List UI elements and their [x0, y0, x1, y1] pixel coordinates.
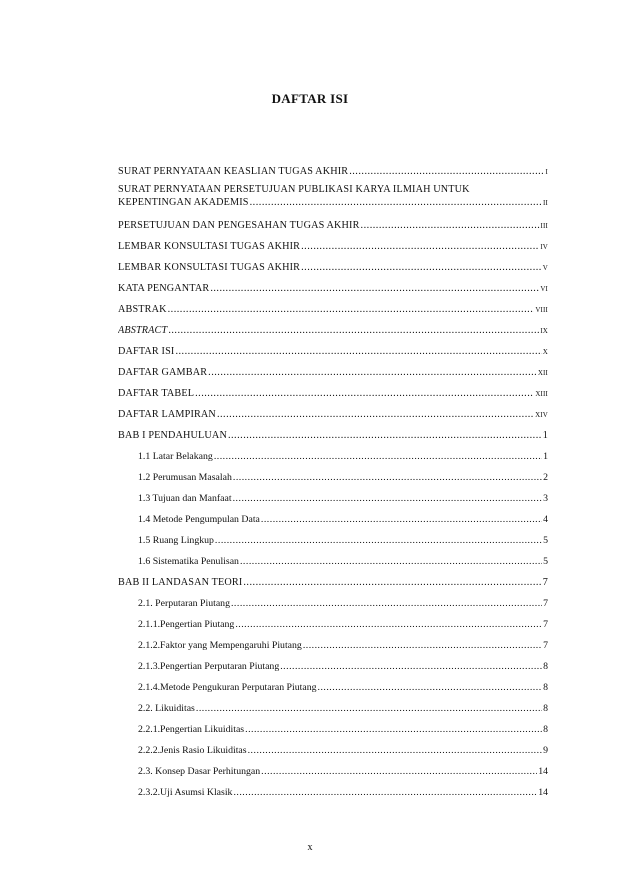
toc-entry[interactable]	[118, 694, 548, 715]
toc-leader-dots	[243, 577, 541, 589]
toc-entry-label: Pengertian Perputaran Piutang	[160, 661, 280, 672]
toc-entry-page: 7	[543, 598, 548, 609]
toc-entry[interactable]	[118, 157, 548, 178]
page-title: DAFTAR ISI	[271, 91, 349, 106]
toc-entry[interactable]	[118, 295, 548, 316]
toc-entry-label: Uji Asumsi Klasik	[160, 787, 233, 798]
toc-entry-label: Jenis Rasio Likuiditas	[160, 745, 247, 756]
toc-entry[interactable]	[118, 400, 548, 421]
toc-entry-label: 1.6 Sistematika Penulisan	[138, 556, 239, 567]
toc-entry-page: xii	[537, 367, 548, 378]
toc-entry-page: viii	[535, 304, 548, 315]
toc-entry[interactable]	[118, 736, 548, 757]
toc-entry[interactable]	[118, 184, 548, 211]
toc-entry-label: SURAT PERNYATAAN PERSETUJUAN PUBLIKASI KARYA ILMIAH UNTUK	[118, 184, 470, 195]
toc-leader-dots	[217, 409, 534, 421]
toc-entry-page: iv	[540, 241, 548, 252]
toc-leader-dots	[301, 262, 542, 274]
toc-entry-label: BAB II LANDASAN TEORI	[118, 577, 243, 588]
toc-entry[interactable]	[118, 547, 548, 568]
toc-entry-label: 1.1 Latar Belakang	[138, 451, 213, 462]
toc-leader-dots	[261, 766, 537, 778]
toc-entry-page: 7	[543, 619, 548, 630]
toc-leader-dots	[233, 472, 542, 484]
toc-entry[interactable]	[118, 232, 548, 253]
toc-entry-page: 14	[538, 787, 548, 798]
toc-entry-label: Faktor yang Mempengaruhi Piutang	[160, 640, 302, 651]
toc-entry-label: DAFTAR TABEL	[118, 388, 195, 399]
toc-entry-label: PERSETUJUAN DAN PENGESAHAN TUGAS AKHIR	[118, 220, 360, 231]
toc-entry-label: KEPENTINGAN AKADEMIS	[118, 197, 249, 208]
footer-page-number: x	[307, 842, 313, 853]
toc-leader-dots	[168, 325, 539, 337]
toc-leader-dots	[195, 388, 534, 400]
toc-entry-number: 2.1.3.	[138, 661, 161, 672]
toc-entry-label: 2.3. Konsep Dasar Perhitungan	[138, 766, 261, 777]
toc-entry[interactable]	[118, 568, 548, 589]
toc-leader-dots	[210, 283, 539, 295]
toc-entry[interactable]	[118, 589, 548, 610]
toc-entry-page: 4	[543, 514, 548, 525]
toc-entry-page: v	[542, 262, 548, 273]
toc-leader-dots	[240, 556, 542, 568]
toc-entry-number: 2.1.4.	[138, 682, 161, 693]
toc-entry-page: vi	[540, 283, 548, 294]
toc-leader-dots	[208, 367, 537, 379]
toc-leader-dots	[361, 220, 540, 232]
toc-leader-dots	[248, 745, 543, 757]
toc-entry[interactable]	[118, 484, 548, 505]
toc-entry-page: 8	[543, 724, 548, 735]
toc-entry[interactable]	[118, 610, 548, 631]
toc-entry[interactable]	[118, 274, 548, 295]
toc-entry-page: 5	[543, 556, 548, 567]
toc-entry-page: iii	[540, 220, 548, 231]
toc-entry-page: 8	[543, 661, 548, 672]
toc-entry-page: 7	[542, 577, 548, 588]
toc-entry-label: Metode Pengukuran Perputaran Piutang	[160, 682, 317, 693]
toc-leader-dots	[233, 493, 542, 505]
toc-entry-page: xiv	[535, 409, 548, 420]
toc-entry-page: 5	[543, 535, 548, 546]
toc-entry-page: ix	[540, 325, 548, 336]
toc-leader-dots	[318, 682, 543, 694]
toc-leader-dots	[215, 535, 542, 547]
toc-leader-dots	[196, 703, 542, 715]
toc-entry[interactable]	[118, 778, 548, 799]
toc-entry-page: 1	[543, 451, 548, 462]
toc-leader-dots	[233, 787, 537, 799]
toc-entry[interactable]	[118, 253, 548, 274]
toc-entry-label: Pengertian Piutang	[160, 619, 235, 630]
toc-entry[interactable]	[118, 505, 548, 526]
toc-entry-label: 2.2. Likuiditas	[138, 703, 195, 714]
toc-leader-dots	[250, 197, 542, 209]
toc-leader-dots	[235, 619, 542, 631]
toc-entry-number: 2.2.1.	[138, 724, 161, 735]
toc-entry-label: 1.3 Tujuan dan Manfaat	[138, 493, 232, 504]
toc-entry-label: ABSTRACT	[118, 325, 168, 336]
toc-entry-number: 2.3.2.	[138, 787, 161, 798]
toc-entry-label: DAFTAR ISI	[118, 346, 175, 357]
toc-entry-label: 2.1. Perputaran Piutang	[138, 598, 230, 609]
toc-entry-page: 8	[543, 682, 548, 693]
toc-entry-number: 2.2.2.	[138, 745, 161, 756]
toc-entry[interactable]	[118, 316, 548, 337]
toc-entry-label: LEMBAR KONSULTASI TUGAS AKHIR	[118, 241, 301, 252]
toc-leader-dots	[303, 640, 542, 652]
toc-entry[interactable]	[118, 211, 548, 232]
toc-entry[interactable]	[118, 631, 548, 652]
toc-entry-page: 9	[543, 745, 548, 756]
toc-entry-label: 1.2 Perumusan Masalah	[138, 472, 232, 483]
toc-entry-label: Pengertian Likuiditas	[160, 724, 245, 735]
toc-entry-label: DAFTAR LAMPIRAN	[118, 409, 216, 420]
toc-entry-page: 2	[543, 472, 548, 483]
toc-entry[interactable]	[118, 337, 548, 358]
toc-leader-dots	[349, 166, 544, 178]
toc-leader-dots	[280, 661, 542, 673]
toc-entry-label: LEMBAR KONSULTASI TUGAS AKHIR	[118, 262, 301, 273]
toc-entry[interactable]	[118, 715, 548, 736]
toc-entry[interactable]	[118, 526, 548, 547]
toc-entry-page: i	[545, 166, 548, 177]
toc-entry[interactable]	[118, 442, 548, 463]
toc-entry-page: ii	[543, 197, 548, 208]
toc-entry-label: 1.5 Ruang Lingkup	[138, 535, 214, 546]
toc-entry-number: 2.1.1.	[138, 619, 161, 630]
toc-leader-dots	[228, 430, 542, 442]
toc-entry[interactable]	[118, 463, 548, 484]
toc-entry-page: 7	[543, 640, 548, 651]
toc-entry-page: 8	[543, 703, 548, 714]
toc-entry-label: BAB I PENDAHULUAN	[118, 430, 227, 441]
toc-entry-page: x	[542, 346, 548, 357]
toc-entry-label: KATA PENGANTAR	[118, 283, 210, 294]
toc-entry[interactable]	[118, 652, 548, 673]
toc-leader-dots	[175, 346, 541, 358]
table-of-contents	[118, 157, 548, 799]
toc-entry[interactable]	[118, 421, 548, 442]
toc-leader-dots	[168, 304, 535, 316]
toc-entry-page: 14	[538, 766, 548, 777]
toc-leader-dots	[245, 724, 542, 736]
toc-entry-number: 2.1.2.	[138, 640, 161, 651]
toc-entry-page: 1	[542, 430, 548, 441]
toc-leader-dots	[261, 514, 542, 526]
toc-entry-label: ABSTRAK	[118, 304, 167, 315]
toc-leader-dots	[214, 451, 542, 463]
toc-entry-page: xiii	[535, 388, 548, 399]
toc-entry[interactable]	[118, 358, 548, 379]
toc-entry-page: 3	[543, 493, 548, 504]
toc-entry[interactable]	[118, 757, 548, 778]
toc-leader-dots	[231, 598, 542, 610]
toc-entry-label: SURAT PERNYATAAN KEASLIAN TUGAS AKHIR	[118, 166, 349, 177]
toc-entry[interactable]	[118, 379, 548, 400]
toc-entry-label: DAFTAR GAMBAR	[118, 367, 208, 378]
toc-entry[interactable]	[118, 673, 548, 694]
toc-entry-label: 1.4 Metode Pengumpulan Data	[138, 514, 260, 525]
toc-leader-dots	[301, 241, 539, 253]
